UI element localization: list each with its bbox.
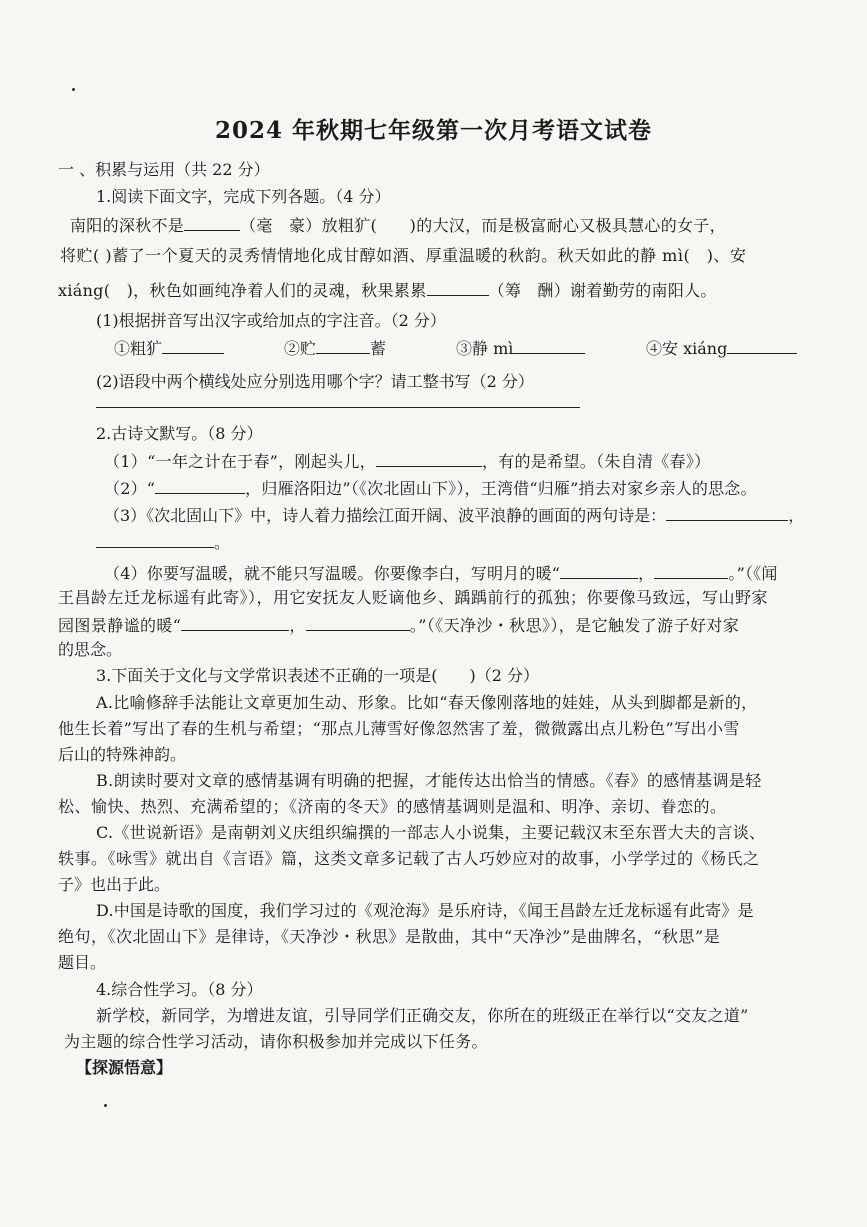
answer-blank[interactable] (727, 337, 797, 354)
q2-text: ， (788, 506, 805, 525)
q2-line (104, 504, 804, 526)
q1-item (284, 337, 386, 359)
q2-text: （3）《次北固山下》中，诗人着力描绘江面开阔、波平浪静的画面的两句诗是： (104, 506, 667, 525)
answer-blank[interactable] (306, 614, 410, 631)
answer-blank[interactable] (560, 562, 638, 579)
q2-line (96, 531, 230, 553)
option-c-line: C.《世说新语》是南朝刘义庆组织编撰的一部志人小说集，主要记载汉末至东晋大夫的言谈、 (96, 823, 766, 842)
question-2-header: 2.古诗文默写。（8 分） (96, 424, 263, 443)
q2-line (104, 450, 710, 472)
answer-blank[interactable] (666, 504, 788, 521)
option-a-line: 他生长着”写出了春的生机与希望；“那点儿薄雪好像忽然害了羞，微微露出点儿粉色”写出小雪 (58, 719, 740, 738)
option-a-line: A.比喻修辞手法能让文章更加生动、形象。比如“春天像刚落地的娃娃，从头到脚都是新的， (96, 693, 758, 712)
q1-item-label: ④安 xiáng (646, 339, 728, 358)
q2-text: ，归雁洛阳边”（《次北固山下》），王湾借“归雁”捎去对家乡亲人的思念。 (245, 479, 757, 498)
q4-subtask-heading: 【探源悟意】 (76, 1058, 173, 1077)
answer-blank[interactable] (181, 614, 289, 631)
q2-text: （2）“ (104, 479, 156, 498)
q1-item (646, 337, 797, 359)
option-b-line: 松、愉快、热烈、充满希望的；《济南的冬天》的感情基调则是温和、明净、亲切、眷恋的。 (58, 797, 727, 816)
q1-passage-line (70, 214, 726, 236)
answer-blank[interactable] (376, 450, 482, 467)
question-1-header: 1.阅读下面文字，完成下列各题。（4 分） (96, 187, 391, 206)
answer-blank[interactable] (513, 337, 585, 354)
option-d-line: D.中国是诗歌的国度，我们学习过的《观沧海》是乐府诗，《闻王昌龄左迁龙标遥有此寄》是 (96, 901, 754, 920)
q1-item-label: ③静 mì (456, 339, 514, 358)
q1-item (456, 337, 585, 359)
option-a-line: 后山的特殊神韵。 (58, 745, 187, 764)
q2-text: （1）“一年之计在于春”，刚起头儿， (104, 452, 376, 471)
answer-line[interactable] (96, 407, 580, 408)
q1-passage-line: 将贮( )蓄了一个夏天的灵秀情情地化成甘醇如酒、厚重温暖的秋韵。秋天如此的静 mì( )、安 (60, 246, 747, 265)
q1-text: xiáng( )，秋色如画纯净着人们的灵魂，秋果累累 (58, 281, 427, 300)
q2-text: ， (638, 564, 655, 583)
answer-blank[interactable] (162, 337, 224, 354)
question-3-header: 3.下面关于文化与文学常识表述不正确的一项是( )（2 分） (96, 666, 540, 685)
scan-speck (104, 1104, 107, 1107)
q2-text: 园图景静谧的暖“ (58, 616, 182, 635)
q2-line: 的思念。 (58, 640, 123, 659)
q2-text: 。”（《天净沙・秋思》），是它触发了游子好对家 (409, 616, 740, 635)
q2-line (58, 614, 739, 636)
q1-item-label: 蓄 (370, 339, 387, 358)
q1-item-label: ①粗犷 (114, 339, 163, 358)
q1-text: （毫 豪）放粗犷( )的大汉，而是极富耐心又极具慧心的女子， (240, 216, 726, 235)
q2-line (104, 477, 757, 499)
q2-text: （4）你要写温暖，就不能只写温暖。你要像李白，写明月的暖“ (104, 564, 561, 583)
option-d-line: 绝句，《次北固山下》是律诗，《天净沙・秋思》是散曲，其中“天净沙”是曲牌名，“秋思”是 (58, 927, 721, 946)
q2-text: 。 (214, 533, 231, 552)
q2-text: ， (289, 616, 306, 635)
q4-line: 为主题的综合性学习活动，请你积极参加并完成以下任务。 (64, 1032, 488, 1051)
scan-speck (72, 88, 75, 91)
q2-line (104, 562, 778, 584)
q1-text: 南阳的深秋不是 (70, 216, 185, 235)
q1-text: （筹 酬）谢着勤劳的南阳人。 (488, 281, 717, 300)
answer-blank[interactable] (155, 477, 245, 494)
answer-blank[interactable] (316, 337, 370, 354)
q1-passage-line (58, 279, 717, 301)
answer-blank[interactable] (96, 531, 214, 548)
q2-line: 王昌龄左迁龙标遥有此寄》），用它安抚友人贬谪他乡、踽踽前行的孤独；你要像马致远，写山野家 (58, 588, 769, 607)
option-c-line: 轶事。《咏雪》就出自《言语》篇，这类文章多记载了古人巧妙应对的故事，小学学过的《杨氏之 (58, 849, 760, 868)
q1-item (114, 337, 224, 359)
q1-subquestion: (2)语段中两个横线处应分别选用哪个字？请工整书写（2 分） (96, 372, 534, 391)
page-title: 2024 年秋期七年级第一次月考语文试卷 (214, 117, 653, 144)
answer-blank[interactable] (427, 279, 489, 296)
option-b-line: B.朗读时要对文章的感情基调有明确的把握，才能传达出恰当的情感。《春》的感情基调是轻 (96, 771, 762, 790)
answer-blank[interactable] (654, 562, 728, 579)
question-4-header: 4.综合性学习。（8 分） (96, 980, 263, 999)
q1-subquestion: (1)根据拼音写出汉字或给加点的字注音。（2 分） (96, 311, 446, 330)
option-d-line: 题目。 (58, 953, 107, 972)
q4-line: 新学校，新同学，为增进友谊，引导同学们正确交友，你所在的班级正在举行以“交友之道” (96, 1006, 749, 1025)
q1-item-label: ②贮 (284, 339, 317, 358)
section-heading: 一 、积累与运用（共 22 分） (58, 160, 270, 179)
q2-text: ，有的是希望。（朱自清《春》） (481, 452, 711, 471)
option-c-line: 子》也出于此。 (58, 875, 171, 894)
answer-blank[interactable] (184, 214, 240, 231)
q2-text: 。”（《闻 (728, 564, 778, 583)
